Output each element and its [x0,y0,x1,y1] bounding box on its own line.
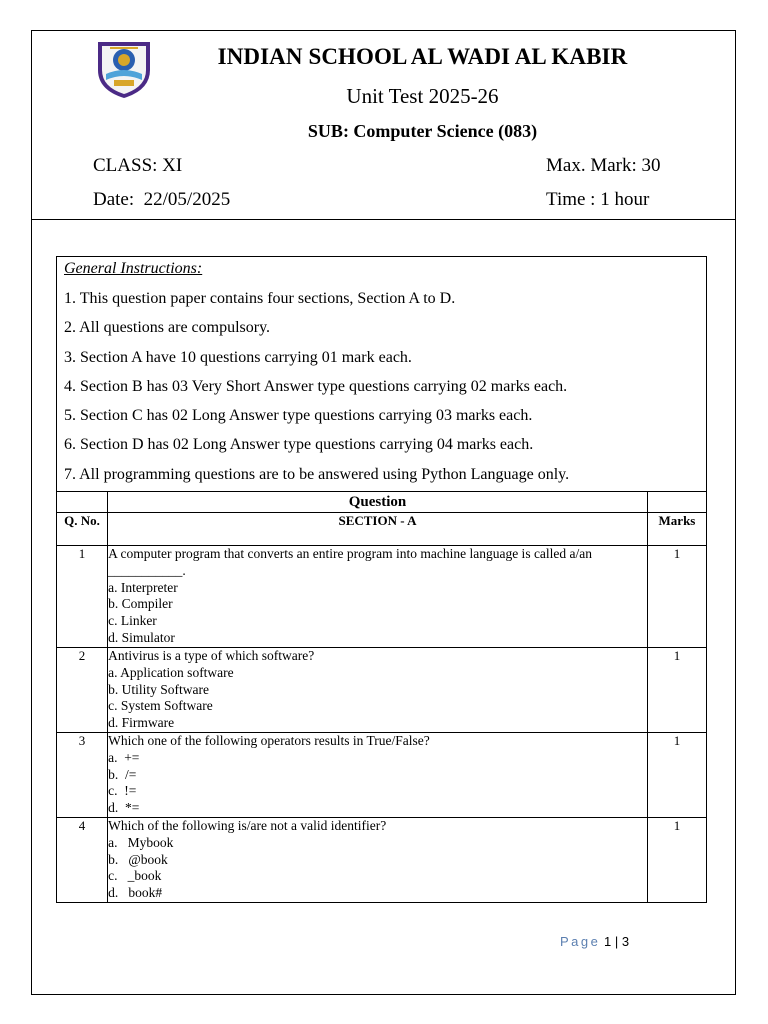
exam-time: Time : 1 hour [546,189,650,210]
page-label: Page [560,934,601,949]
option: a. Mybook [108,834,174,850]
option: d. *= [108,800,140,816]
option: a. Application software [108,664,234,680]
header-empty-cell [57,492,108,513]
question-marks: 1 [647,546,706,648]
option: b. @book [108,851,168,867]
question-number: 2 [57,648,108,733]
option: b. Utility Software [108,681,209,697]
question-number: 3 [57,732,108,817]
header-empty-cell [647,492,706,513]
question-marks: 1 [647,648,706,733]
option: c. Linker [108,613,157,629]
question-cell [108,546,648,648]
option: a. += [108,749,140,765]
question-cell [108,732,648,817]
instruction-item: 1. This question paper contains four sections, Section A to D. [64,290,456,307]
current-page: 1 [604,934,612,949]
question-marks: 1 [647,732,706,817]
question-header: Question [108,492,648,513]
table-row [57,546,707,648]
instruction-item: 3. Section A have 10 questions carrying 01 mark each. [64,348,412,366]
qno-header: Q. No. [57,513,108,546]
test-title: Unit Test 2025-26 [346,84,499,108]
table-row [57,648,707,733]
subject-line: SUB: Computer Science (083) [307,121,538,141]
question-text: A computer program that converts an entire program into machine language is called a/an ___________. [108,546,593,578]
option: c. System Software [108,698,213,714]
question-number: 1 [57,546,108,648]
option: c. _book [108,868,162,884]
question-number: 4 [57,817,108,902]
general-instructions [56,256,707,492]
instruction-item: 6. Section D has 02 Long Answer type questions carrying 04 marks each. [64,436,534,454]
option: b. Compiler [108,596,173,612]
instruction-item: 5. Section C has 02 Long Answer type questions carrying 03 marks each. [64,407,533,425]
total-pages: 3 [621,934,630,949]
option: d. Firmware [108,715,175,731]
question-cell [108,817,648,902]
question-table [56,491,707,903]
question-text: Antivirus is a type of which software? [108,648,315,663]
max-mark: Max. Mark: 30 [546,155,661,176]
question-cell [108,648,648,733]
instruction-item: 2. All questions are compulsory. [64,319,271,337]
question-marks: 1 [647,817,706,902]
instruction-item: 4. Section B has 03 Very Short Answer type questions carrying 02 marks each. [64,377,568,395]
page-separator: | [614,934,619,949]
page-footer [560,934,629,949]
option: d. book# [108,885,163,901]
marks-header: Marks [647,513,706,546]
instructions-heading: General Instructions: [64,260,203,277]
table-row [57,817,707,902]
option: d. Simulator [108,629,175,645]
header-divider [31,219,736,220]
section-header: SECTION - A [108,513,648,546]
question-text: Which one of the following operators results in True/False? [108,732,430,748]
option: b. /= [108,766,137,782]
school-logo [92,36,156,100]
option: a. Interpreter [108,579,178,595]
table-header-row [57,492,707,513]
table-subheader-row [57,513,707,546]
class-label: CLASS: XI [93,155,183,176]
question-text: Which of the following is/are not a valid identifier? [108,817,387,833]
option: c. != [108,783,137,799]
school-name: INDIAN SCHOOL AL WADI AL KABIR [217,44,628,69]
table-row [57,732,707,817]
exam-date: Date: 22/05/2025 [93,189,231,210]
instruction-item: 7. All programming questions are to be answered using Python Language only. [64,465,570,483]
